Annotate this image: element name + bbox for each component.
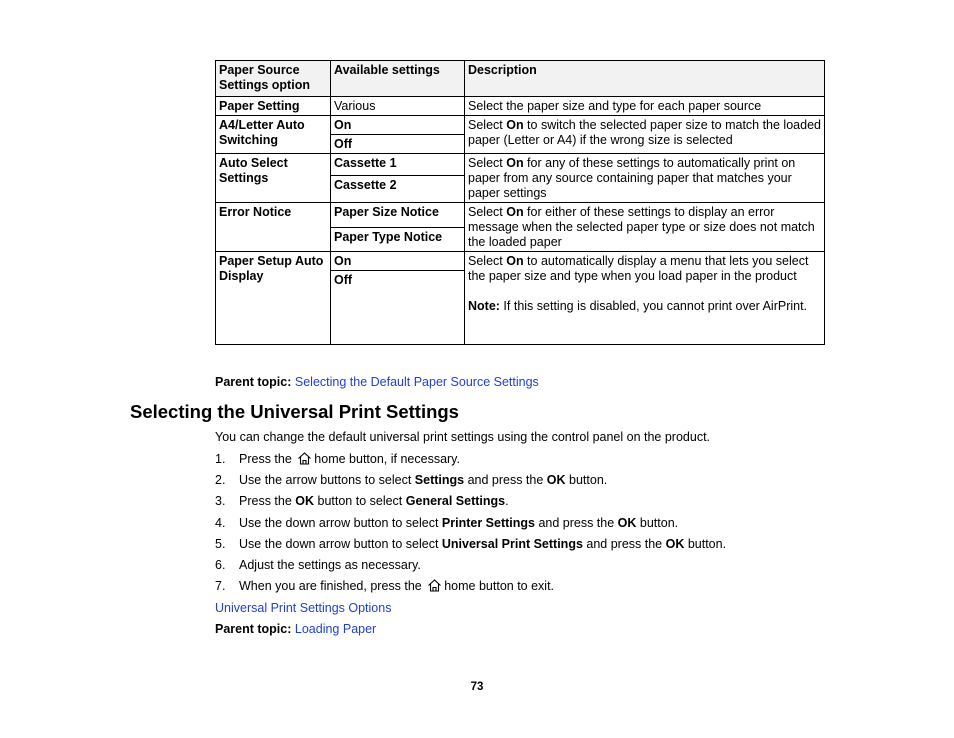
value-cell: Cassette 2 xyxy=(331,176,465,203)
list-item: 6. Adjust the settings as necessary. xyxy=(215,557,421,572)
table-row xyxy=(216,116,825,135)
description-cell: Select On for either of these settings to display an error message when the selected paper type or size does not match the loaded paper xyxy=(465,203,825,252)
option-cell: A4/Letter Auto Switching xyxy=(216,116,331,154)
value-cell: Off xyxy=(331,135,465,154)
parent-topic-label: Parent topic: xyxy=(215,622,292,636)
section-title: Selecting the Universal Print Settings xyxy=(130,401,459,422)
value-cell: Various xyxy=(331,97,465,116)
value-cell: On xyxy=(331,116,465,135)
value-cell: On xyxy=(331,252,465,271)
value-cell: Cassette 1 xyxy=(331,154,465,176)
parent-topic-link[interactable]: Loading Paper xyxy=(294,622,377,636)
home-icon xyxy=(297,452,312,465)
list-item: 3. Press the OK button to select General Settings. xyxy=(215,494,509,509)
option-cell: Paper Setting xyxy=(216,97,331,116)
parent-topic-label: Parent topic: xyxy=(215,375,292,389)
list-item: 7. When you are finished, press the home button to exit. xyxy=(215,579,555,594)
option-cell: Error Notice xyxy=(216,203,331,252)
value-cell: Paper Type Notice xyxy=(331,227,465,252)
steps-list xyxy=(215,452,726,600)
option-cell: Paper Setup Auto Display xyxy=(216,252,331,345)
description-cell: Select On to switch the selected paper size to match the loaded paper (Letter or A4) if the wrong size is selected xyxy=(465,116,825,154)
parent-topic xyxy=(215,622,376,636)
value-cell: Paper Size Notice xyxy=(331,203,465,228)
note-text: If this setting is disabled, you cannot print over AirPrint. xyxy=(499,299,808,313)
value-cell: Off xyxy=(331,271,465,345)
table-header-row xyxy=(216,61,825,97)
home-icon xyxy=(427,579,442,592)
parent-topic xyxy=(215,375,539,389)
option-cell: Auto Select Settings xyxy=(216,154,331,203)
header-available-settings: Available settings xyxy=(331,61,465,97)
description-cell: Select On to automatically display a menu that lets you select the paper size and type when you load paper in the product Note: If this setting is disabled, you cannot print over AirPrint. xyxy=(465,252,825,345)
header-option: Paper Source Settings option xyxy=(216,61,331,97)
universal-print-settings-options-link[interactable]: Universal Print Settings Options xyxy=(215,601,392,615)
table-row xyxy=(216,154,825,176)
table-row xyxy=(216,252,825,271)
description-cell: Select the paper size and type for each paper source xyxy=(465,97,825,116)
intro-text: You can change the default universal print settings using the control panel on the product. xyxy=(215,430,711,444)
table-row xyxy=(216,97,825,116)
description-cell: Select On for any of these settings to automatically print on paper from any source containing paper that matches your paper settings xyxy=(465,154,825,203)
paper-source-settings-table xyxy=(215,60,825,345)
page-number: 73 xyxy=(470,681,484,693)
list-item: 2. Use the arrow buttons to select Settings and press the OK button. xyxy=(215,473,608,488)
list-item: 1. Press the home button, if necessary. xyxy=(215,452,460,466)
note-label: Note: xyxy=(468,299,500,313)
list-item: 5. Use the down arrow button to select Universal Print Settings and press the OK button. xyxy=(215,536,727,551)
parent-topic-link[interactable]: Selecting the Default Paper Source Settings xyxy=(294,375,539,389)
table-row xyxy=(216,203,825,228)
list-item: 4. Use the down arrow button to select Printer Settings and press the OK button. xyxy=(215,515,679,530)
header-description: Description xyxy=(465,61,825,97)
